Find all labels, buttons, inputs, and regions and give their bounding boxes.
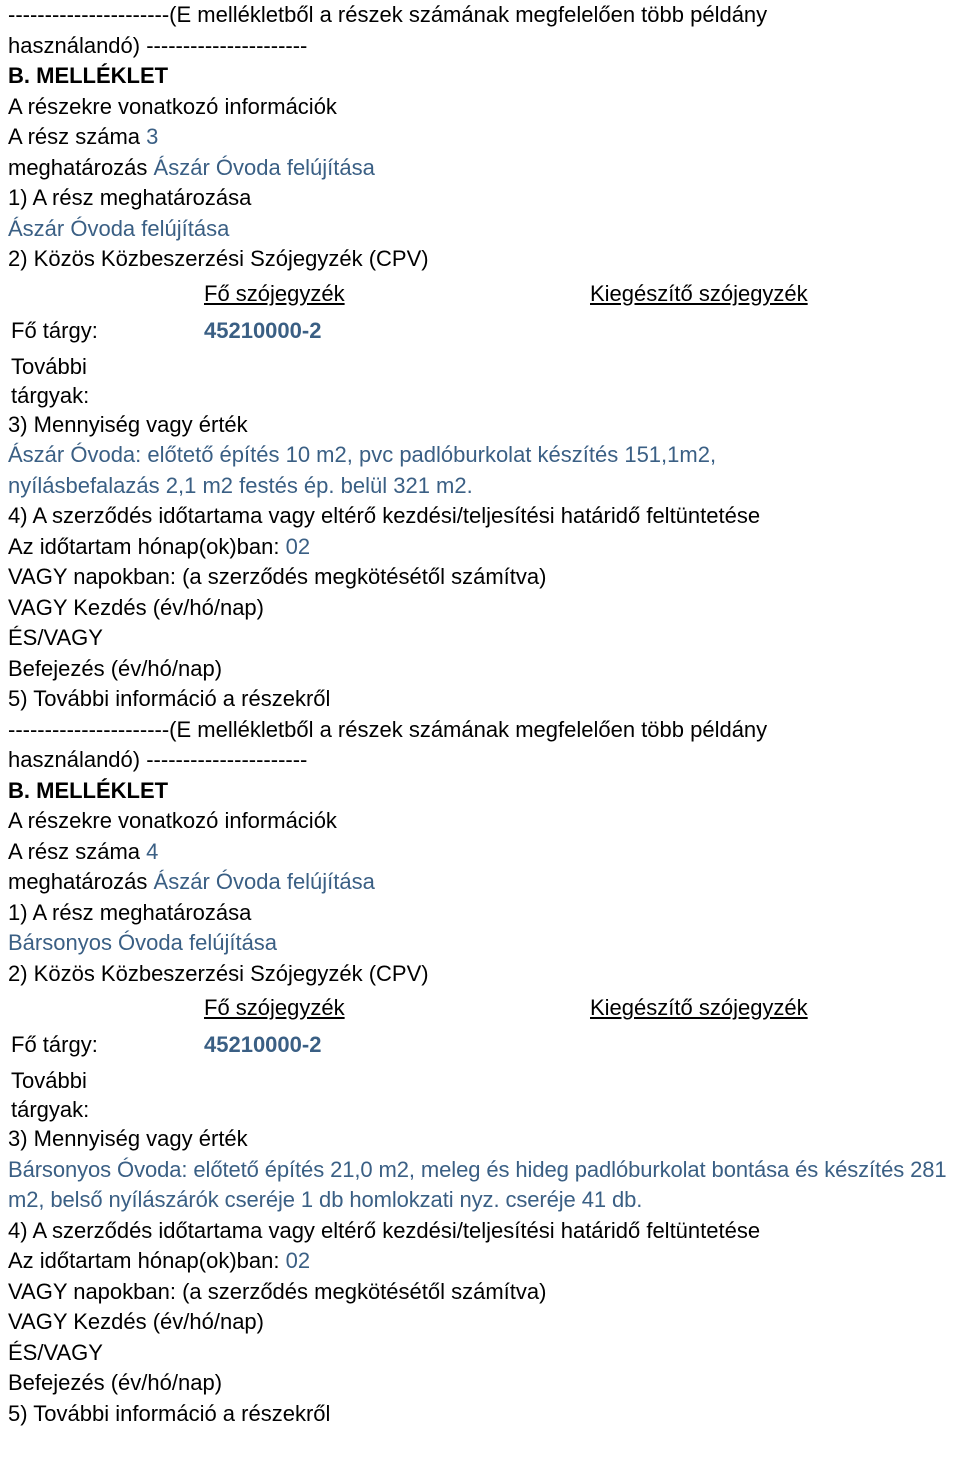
definition-label: meghatározás <box>8 154 148 180</box>
start-date-label: VAGY Kezdés (év/hó/nap) <box>8 1309 264 1334</box>
duration-heading: 4) A szerződés időtartama vagy eltérő kezdési/teljesítési határidő feltüntetése <box>8 1217 761 1243</box>
definition-row <box>8 153 958 184</box>
part-definition-heading: 1) A rész meghatározása <box>8 185 252 210</box>
part-definition-value: Bársonyos Óvoda felújítása <box>8 930 278 955</box>
parts-info-label: A részekre vonatkozó információk <box>8 93 337 119</box>
cpv-table-header <box>8 989 958 1026</box>
additional-info-heading: 5) További információ a részekről <box>8 1400 331 1426</box>
part-number-value: 4 <box>146 838 159 864</box>
part-number-value: 3 <box>146 124 159 149</box>
duration-heading: 4) A szerződés időtartama vagy eltérő kezdési/teljesítési határidő feltüntetése <box>8 503 761 528</box>
duration-months-row <box>8 1246 958 1277</box>
part-number-label: A rész száma <box>8 838 141 864</box>
duration-months-value: 02 <box>285 1248 311 1273</box>
part-definition-heading: 1) A rész meghatározása <box>8 899 252 925</box>
cpv-further-objects-row <box>8 1066 958 1124</box>
cpv-table-header <box>8 275 958 312</box>
annex-title: B. MELLÉKLET <box>8 63 169 88</box>
part-number-row <box>8 837 958 868</box>
cpv-further-objects-label-line2: tárgyak: <box>11 382 90 408</box>
separator-line: használandó) ---------------------- <box>8 32 308 58</box>
parts-info-label: A részekre vonatkozó információk <box>8 808 337 833</box>
quantity-heading: 3) Mennyiség vagy érték <box>8 411 248 437</box>
duration-months-label: Az időtartam hónap(ok)ban: <box>8 533 280 559</box>
duration-days-label: VAGY napokban: (a szerződés megkötésétől számítva) <box>8 564 547 589</box>
additional-info-heading: 5) További információ a részekről <box>8 686 331 711</box>
cpv-main-vocab-header: Fő szójegyzék <box>204 280 345 306</box>
part-number-label: A rész száma <box>8 124 141 149</box>
cpv-supp-vocab-header: Kiegészítő szójegyzék <box>590 280 808 306</box>
end-date-label: Befejezés (év/hó/nap) <box>8 655 223 681</box>
and-or-label: ÉS/VAGY <box>8 1339 103 1365</box>
cpv-further-objects-label-line1: További <box>11 1068 87 1093</box>
definition-value: Ászár Óvoda felújítása <box>153 869 375 894</box>
separator-line: ----------------------(E mellékletből a részek számának megfelelően több példány <box>8 2 768 27</box>
cpv-main-object-label: Fő tárgy: <box>11 317 98 343</box>
cpv-main-vocab-header: Fő szójegyzék <box>204 995 345 1020</box>
end-date-label: Befejezés (év/hó/nap) <box>8 1370 223 1395</box>
duration-days-label: VAGY napokban: (a szerződés megkötésétől számítva) <box>8 1278 547 1304</box>
duration-months-row <box>8 532 958 563</box>
cpv-further-objects-label-line1: További <box>11 353 87 379</box>
cpv-main-object-label: Fő tárgy: <box>11 1032 98 1057</box>
annex-section <box>8 0 958 715</box>
definition-value: Ászár Óvoda felújítása <box>153 154 375 180</box>
cpv-heading: 2) Közös Közbeszerzési Szójegyzék (CPV) <box>8 960 429 986</box>
cpv-further-objects-label-line2: tárgyak: <box>11 1097 90 1122</box>
separator-line: ----------------------(E mellékletből a részek számának megfelelően több példány <box>8 716 768 742</box>
separator-line: használandó) ---------------------- <box>8 747 308 772</box>
quantity-heading: 3) Mennyiség vagy érték <box>8 1126 248 1151</box>
part-definition-value: Ászár Óvoda felújítása <box>8 215 230 241</box>
quantity-value: Bársonyos Óvoda: előtető építés 21,0 m2, meleg és hideg padlóburkolat bontása és készítés 281 m2, belső nyílászárók cseréje 1 db homlokzati nyz. cseréje 41 db. <box>8 1156 947 1212</box>
quantity-value: Ászár Óvoda: előtető építés 10 m2, pvc padlóburkolat készítés 151,1m2, nyílásbefalazás 2,1 m2 festés ép. belül 321 m2. <box>8 442 717 498</box>
document-page <box>8 0 958 1429</box>
cpv-heading: 2) Közös Közbeszerzési Szójegyzék (CPV) <box>8 246 429 271</box>
cpv-further-objects-label <box>11 352 89 410</box>
cpv-main-object-row <box>8 1026 958 1066</box>
cpv-supp-vocab-header: Kiegészítő szójegyzék <box>590 995 808 1020</box>
cpv-further-objects-label <box>11 1066 89 1124</box>
cpv-main-object-row <box>8 312 958 352</box>
part-number-row <box>8 122 958 153</box>
cpv-main-object-code: 45210000-2 <box>204 1032 322 1057</box>
duration-months-value: 02 <box>285 533 311 559</box>
definition-label: meghatározás <box>8 869 148 894</box>
duration-months-label: Az időtartam hónap(ok)ban: <box>8 1248 280 1273</box>
annex-title: B. MELLÉKLET <box>8 777 169 803</box>
start-date-label: VAGY Kezdés (év/hó/nap) <box>8 594 264 620</box>
definition-row <box>8 867 958 898</box>
cpv-main-object-code: 45210000-2 <box>204 317 322 343</box>
cpv-further-objects-row <box>8 352 958 410</box>
and-or-label: ÉS/VAGY <box>8 625 103 650</box>
annex-section <box>8 715 958 1430</box>
